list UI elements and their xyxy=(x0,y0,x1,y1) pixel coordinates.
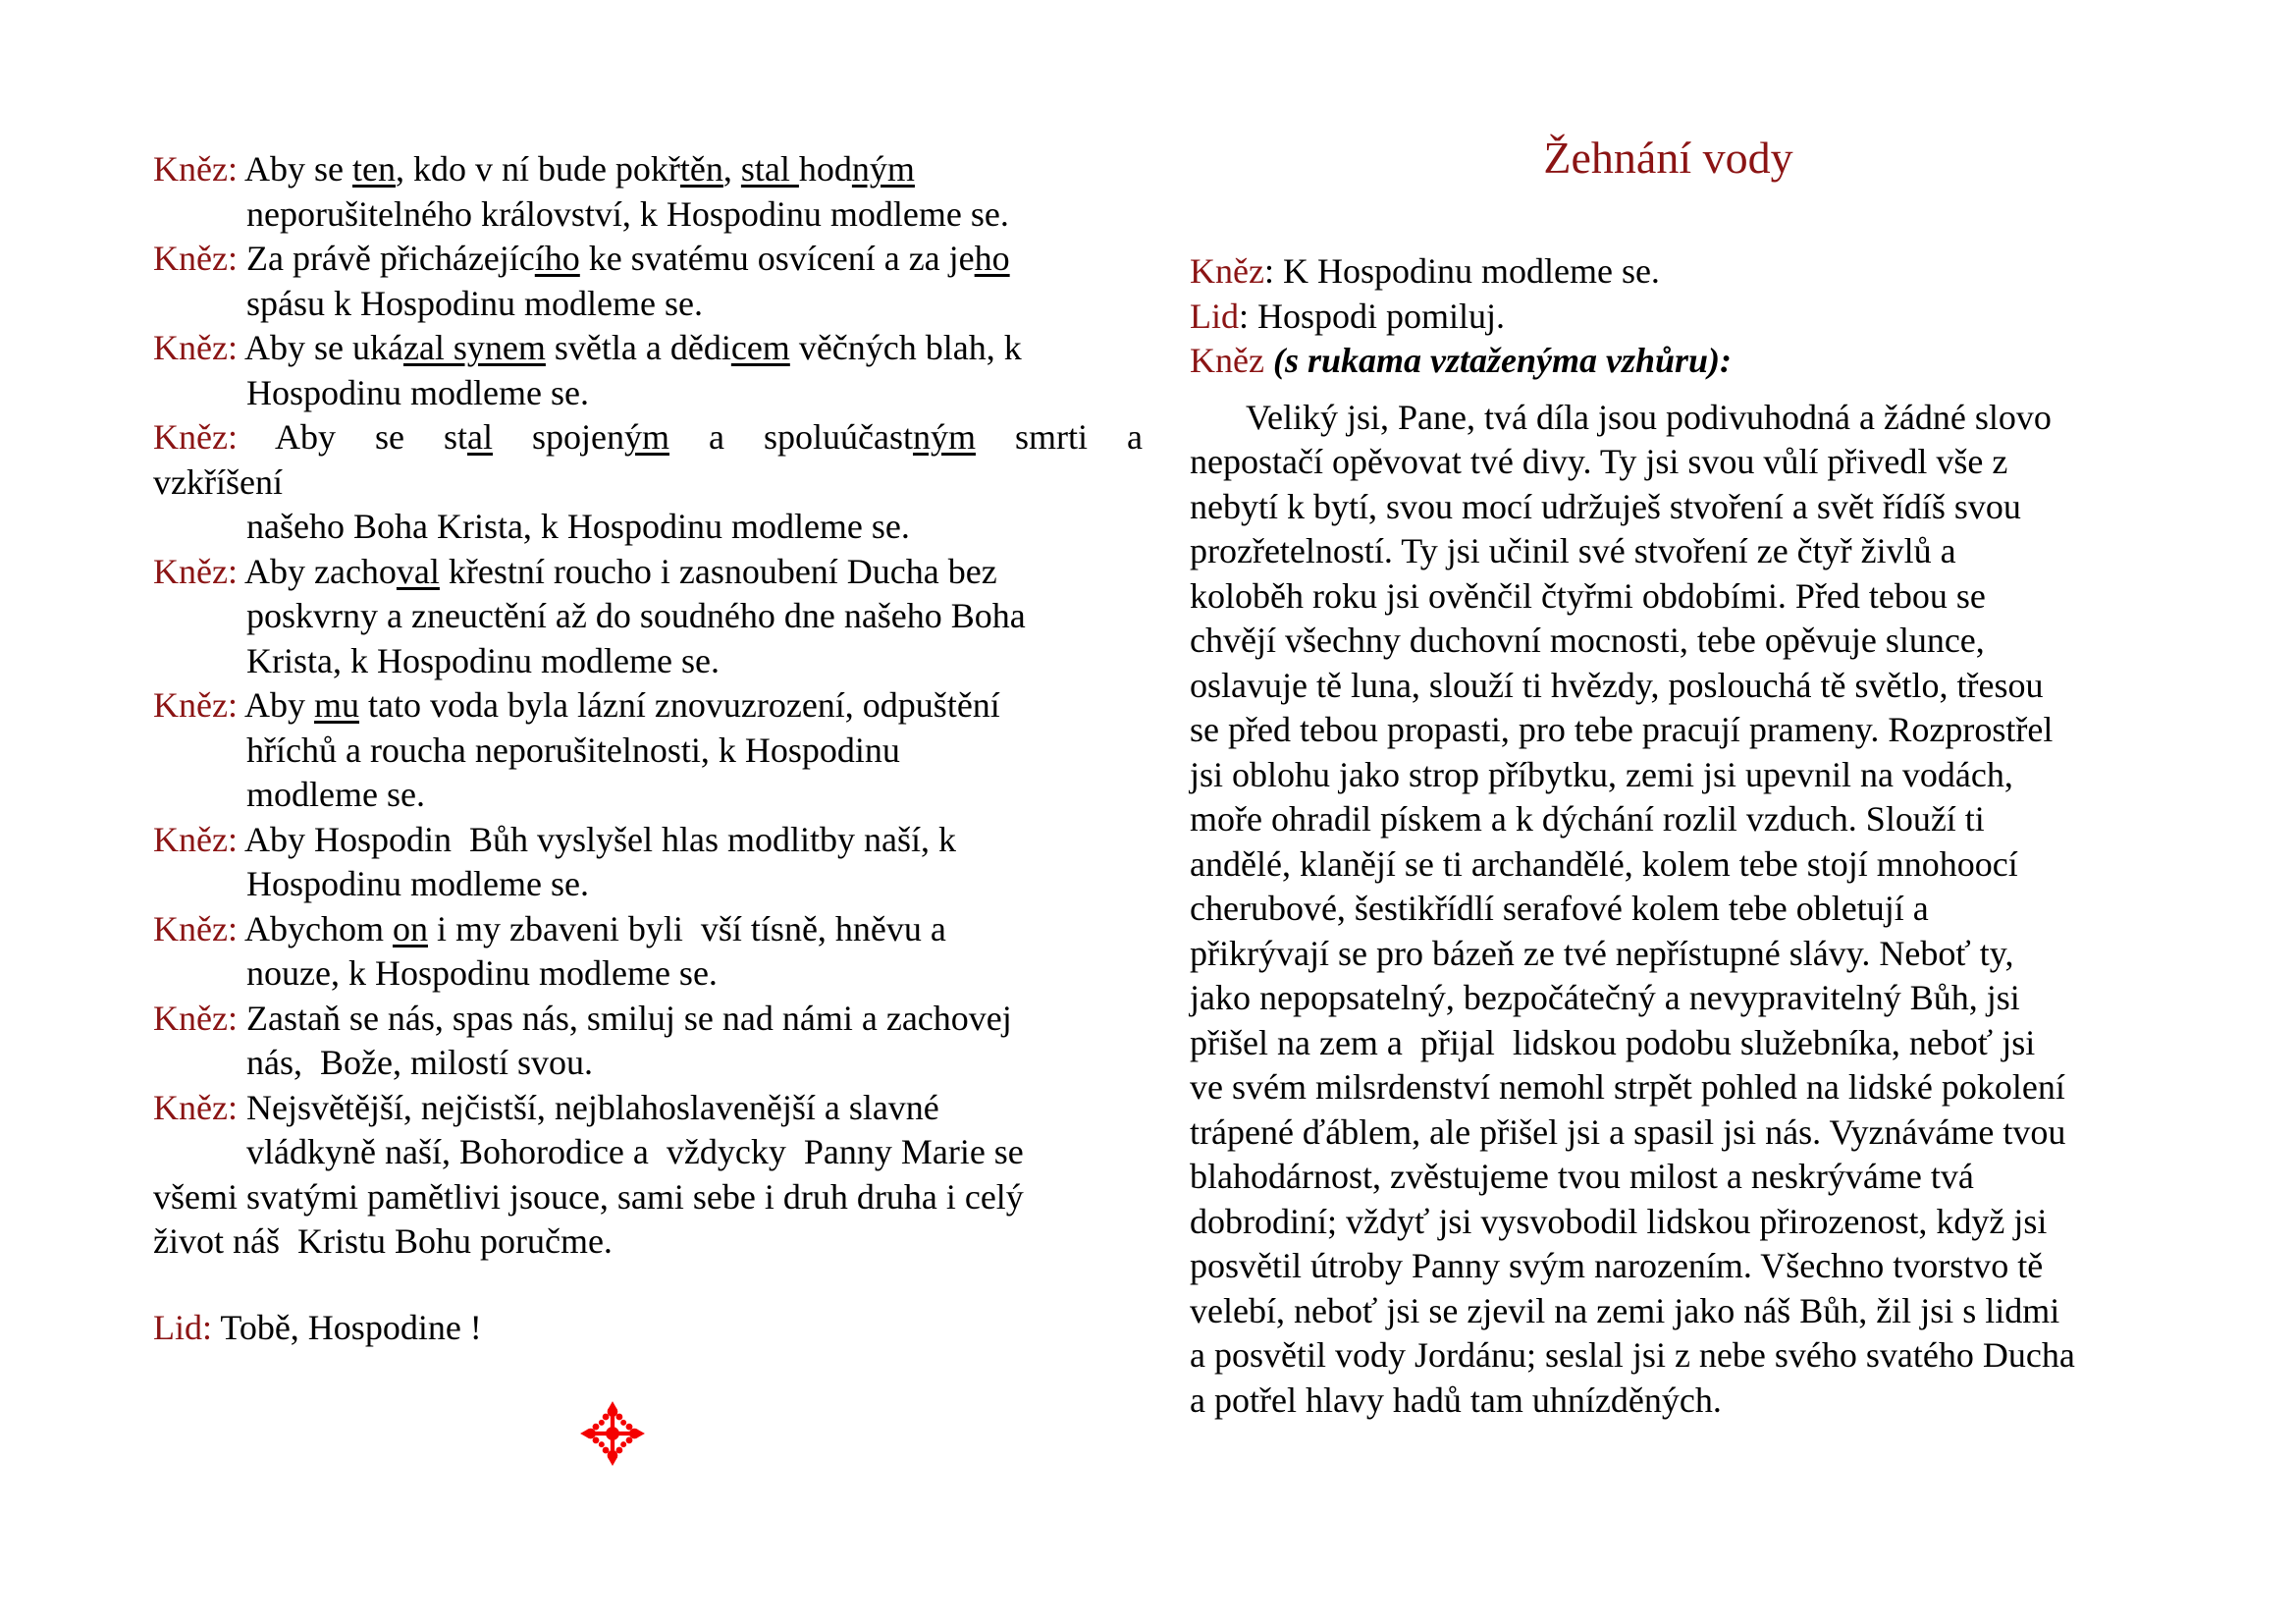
text-segment: život náš Kristu Bohu poručme. xyxy=(153,1221,613,1261)
speaker-label: Kněz: xyxy=(153,685,238,725)
text-segment: Abychom xyxy=(237,908,393,948)
text-line xyxy=(153,415,1143,460)
text-line xyxy=(153,907,1143,952)
text-segment: Aby zacho xyxy=(237,551,397,591)
text-line xyxy=(1190,529,2183,574)
text-line xyxy=(1190,797,2183,842)
text-segment: Nejsvětější, nejčistší, nejblahoslavenější a slavné xyxy=(237,1087,939,1127)
text-segment: trápené ďáblem, ale přišel jsi a spasil jsi nás. Vyznáváme tvou xyxy=(1190,1111,2066,1152)
underlined-text: ým xyxy=(623,417,669,457)
text-segment: Aby se xyxy=(237,149,352,189)
text-line xyxy=(153,237,1143,282)
underlined-text: ho xyxy=(974,239,1010,278)
speaker-label: Lid: xyxy=(153,1307,212,1347)
text-segment: ke svatému osvícení a za je xyxy=(579,239,975,278)
text-segment: andělé, klanějí se ti archandělé, kolem tebe stojí mnohoocí xyxy=(1190,843,2018,884)
text-segment: přišel na zem a přijal lidskou podobu služebníka, neboť jsi xyxy=(1190,1022,2036,1062)
speaker-label: Kněz: xyxy=(153,908,238,948)
text-line xyxy=(153,639,1143,684)
text-line xyxy=(153,1219,1143,1265)
text-line xyxy=(1190,1244,2183,1289)
text-segment: ve svém milsrdenství nemohl strpět pohled na lidské pokolení xyxy=(1190,1067,2065,1107)
text-segment: moře ohradil pískem a k dýchání rozlil vzduch. Slouží ti xyxy=(1190,799,1985,839)
text-segment: koloběh roku jsi ověnčil čtyřmi obdobími. Před tebou se xyxy=(1190,575,1986,616)
text-line xyxy=(1190,1200,2183,1245)
text-segment: Hospodinu modleme se. xyxy=(246,372,589,412)
text-segment: i my zbaveni byli vší tísně, hněvu a xyxy=(427,908,946,948)
text-line xyxy=(1190,842,2183,888)
text-segment xyxy=(1264,341,1273,380)
text-line xyxy=(153,1041,1143,1086)
text-segment: vládkyně naší, Bohorodice a vždycky Panny Marie se xyxy=(246,1132,1024,1171)
text-line xyxy=(1190,619,2183,664)
text-line xyxy=(153,683,1143,729)
text-line xyxy=(1190,1333,2183,1379)
text-segment: Aby xyxy=(237,685,314,725)
section-heading: Žehnání vody xyxy=(1543,133,1793,183)
text-segment: : Hospodi pomiluj. xyxy=(1239,296,1506,336)
text-line xyxy=(153,1086,1143,1131)
underlined-text: ten xyxy=(351,149,396,189)
text-segment: Aby Hospodin Bůh vyslyšel hlas modlitby naší, k xyxy=(237,819,956,859)
text-line xyxy=(153,282,1143,327)
text-segment: Za právě přicházejíc xyxy=(237,239,535,278)
text-segment: nouze, k Hospodinu modleme se. xyxy=(246,953,718,993)
text-line xyxy=(153,1130,1143,1175)
underlined-text: stal xyxy=(740,149,799,189)
text-line xyxy=(1190,1379,2183,1424)
text-line xyxy=(1190,485,2183,530)
text-line xyxy=(153,371,1143,416)
underlined-text: on xyxy=(392,908,428,948)
speaker-label: Lid xyxy=(1190,296,1239,336)
text-line xyxy=(1190,1289,2183,1334)
text-segment: posvětil útroby Panny svým narozením. Všechno tvorstvo tě xyxy=(1190,1246,2044,1285)
text-line xyxy=(153,1175,1143,1220)
text-line xyxy=(153,1306,1143,1351)
text-segment: jsi oblohu jako strop příbytku, zemi jsi upevnil na vodách, xyxy=(1190,754,2013,794)
speaker-label: Kněz: xyxy=(153,998,238,1038)
text-segment: věčných blah, k xyxy=(789,328,1022,367)
underlined-text: al xyxy=(467,417,493,457)
text-line xyxy=(1190,440,2183,485)
text-segment: hod xyxy=(798,149,852,189)
text-segment: velebí, neboť jsi se zjevil na zemi jako náš Bůh, žil jsi s lidmi xyxy=(1190,1290,2060,1330)
underlined-text: cem xyxy=(730,328,790,367)
text-segment: : K Hospodinu modleme se. xyxy=(1263,251,1660,291)
text-line xyxy=(1190,976,2183,1021)
text-line xyxy=(1190,1155,2183,1200)
text-segment: křestní roucho i zasnoubení Ducha bez xyxy=(439,551,997,591)
text-segment: oslavuje tě luna, slouží ti hvězdy, poslouchá tě světlo, třesou xyxy=(1190,665,2044,705)
text-line xyxy=(1190,295,2183,340)
left-column xyxy=(153,147,1143,1350)
text-segment: Hospodinu modleme se. xyxy=(246,864,589,903)
speaker-label: Kněz xyxy=(1190,341,1264,380)
text-segment: našeho Boha Krista, k Hospodinu modleme se. xyxy=(246,507,910,546)
underlined-text: těn xyxy=(679,149,723,189)
text-segment: neporušitelného království, k Hospodinu modleme se. xyxy=(246,193,1009,234)
speaker-label: Kněz: xyxy=(153,239,238,278)
text-line xyxy=(153,818,1143,863)
text-segment: Krista, k Hospodinu modleme se. xyxy=(246,640,720,680)
underlined-text: mu xyxy=(313,685,359,725)
text-segment: dobrodiní; vždyť jsi vysvobodil lidskou přirozenost, když jsi xyxy=(1190,1201,2048,1241)
underlined-text: ího xyxy=(534,239,580,278)
text-segment: , xyxy=(722,149,741,189)
text-line xyxy=(153,192,1143,238)
text-segment: přikrývají se pro bázeň ze tvé nepřístupné slávy. Neboť ty, xyxy=(1190,933,2014,973)
text-segment: smrti a xyxy=(976,417,1143,457)
speaker-label: Kněz: xyxy=(153,551,238,591)
text-segment: poskvrny a zneuctění až do soudného dne našeho Boha xyxy=(246,596,1026,635)
underlined-text: zal synem xyxy=(402,328,546,367)
text-segment: se před tebou propasti, pro tebe pracují prameny. Rozprostřel xyxy=(1190,710,2054,749)
speaker-label: Kněz xyxy=(1190,251,1264,291)
underlined-text: val xyxy=(396,551,440,591)
text-segment: blahodárnost, zvěstujeme tvou milost a neskrýváme tvá xyxy=(1190,1157,1974,1196)
text-segment: Veliký jsi, Pane, tvá díla jsou podivuhodná a žádné slovo xyxy=(1246,397,2052,437)
text-segment: , kdo v ní bude pokř xyxy=(395,149,680,189)
speaker-label: Kněz: xyxy=(153,417,238,457)
right-column-dialogue xyxy=(1190,249,2183,384)
text-segment: a spoluúčast xyxy=(669,417,913,457)
text-line xyxy=(1190,1065,2183,1110)
text-segment: modleme se. xyxy=(246,775,425,814)
text-segment: spásu k Hospodinu modleme se. xyxy=(246,283,703,323)
text-segment: Zastaň se nás, spas nás, smiluj se nad námi a zachovej xyxy=(237,998,1012,1038)
text-line xyxy=(1190,887,2183,932)
text-line xyxy=(1190,932,2183,977)
text-segment: vzkříšení xyxy=(153,461,283,502)
text-segment: a posvětil vody Jordánu; seslal jsi z nebe svého svatého Ducha xyxy=(1190,1335,2075,1375)
text-line xyxy=(1190,1021,2183,1066)
text-segment: Aby se st xyxy=(237,417,467,457)
speaker-label: Kněz: xyxy=(153,328,238,367)
text-segment: a potřel hlavy hadů tam uhnízděných. xyxy=(1190,1380,1722,1420)
text-line xyxy=(1190,708,2183,753)
text-segment: cherubové, šestikřídlí serafové kolem tebe obletují a xyxy=(1190,889,1929,928)
text-line xyxy=(153,460,1143,506)
text-line xyxy=(153,326,1143,371)
text-line xyxy=(153,773,1143,818)
text-segment: nebytí k bytí, svou mocí udržuješ stvoření a svět řídíš svou xyxy=(1190,486,2021,526)
text-line xyxy=(153,594,1143,639)
text-line xyxy=(1190,664,2183,709)
text-segment: Tobě, Hospodine ! xyxy=(212,1307,482,1347)
text-segment: hříchů a roucha neporušitelnosti, k Hospodinu xyxy=(246,730,900,770)
text-line xyxy=(153,505,1143,550)
text-line xyxy=(1190,396,2183,441)
speaker-label: Kněz: xyxy=(153,819,238,859)
right-column-prayer-paragraph xyxy=(1190,396,2183,1424)
text-line xyxy=(153,997,1143,1042)
text-line xyxy=(153,550,1143,595)
text-line xyxy=(153,729,1143,774)
text-segment: chvějí všechny duchovní mocnosti, tebe opěvuje slunce, xyxy=(1190,621,1985,660)
text-segment: tato voda byla lázní znovuzrození, odpuštění xyxy=(359,685,1000,725)
text-line xyxy=(1190,1110,2183,1156)
underlined-text: ným xyxy=(851,149,915,189)
text-line xyxy=(1190,249,2183,295)
text-segment: všemi svatými pamětlivi jsouce, sami sebe i druh druha i celý xyxy=(153,1176,1024,1217)
text-line xyxy=(153,147,1143,192)
text-line xyxy=(1190,753,2183,798)
text-line xyxy=(1190,574,2183,620)
text-line xyxy=(1190,339,2183,384)
underlined-text: ným xyxy=(912,417,976,457)
text-segment: Aby se uká xyxy=(237,328,403,367)
text-segment: jako nepopsatelný, bezpočátečný a nevypravitelný Bůh, jsi xyxy=(1190,978,2020,1017)
rubric-note: (s rukama vztaženýma vzhůru): xyxy=(1272,341,1733,380)
text-segment: nás, Bože, milostí svou. xyxy=(246,1043,593,1082)
text-segment: nepostačí opěvovat tvé divy. Ty jsi svou vůlí přivedl vše z xyxy=(1190,442,2008,481)
text-line xyxy=(153,862,1143,907)
right-column xyxy=(1190,130,2183,1423)
text-line xyxy=(153,951,1143,997)
text-segment: prozřetelností. Ty jsi učinil své stvoření ze čtyř živlů a xyxy=(1190,531,1956,570)
text-segment: světla a dědi xyxy=(545,328,731,367)
speaker-label: Kněz: xyxy=(153,1087,238,1127)
text-segment: spojen xyxy=(492,417,624,457)
speaker-label: Kněz: xyxy=(153,149,238,189)
ornament-cross-icon xyxy=(579,1400,646,1467)
